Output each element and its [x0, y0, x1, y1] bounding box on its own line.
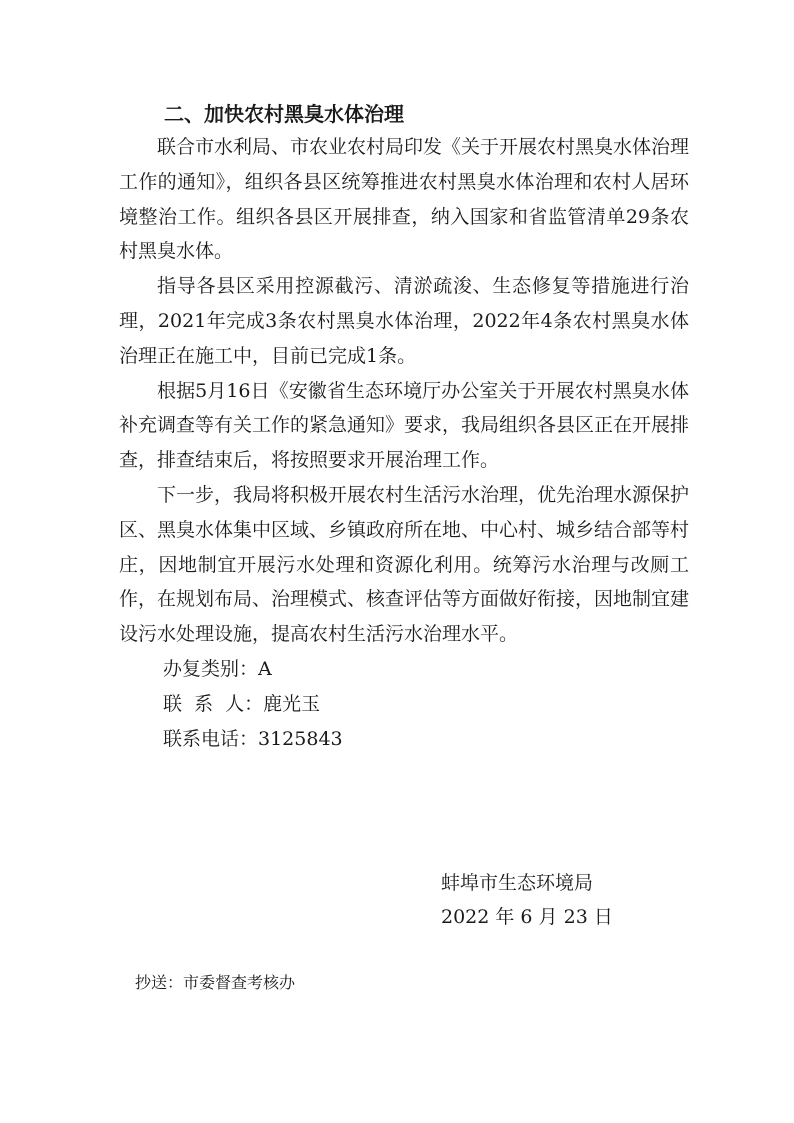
paragraph-measures: 指导各县区采用控源截污、清淤疏浚、生态修复等措施进行治理，2021年完成3条农村黑臭水体治理，2022年4条农村黑臭水体治理正在施工中，目前已完成1条。 [119, 275, 689, 367]
paragraph-notice: 联合市水利局、市农业农村局印发《关于开展农村黑臭水体治理工作的通知》，组织各县区统筹推进农村黑臭水体治理和农村人居环境整治工作。组织各县区开展排查，纳入国家和省监管清单29条农村黑臭水体。 [119, 136, 690, 263]
cc-line: 抄送：市委督查考核办 [135, 973, 296, 992]
document-body [119, 130, 689, 756]
contact-person: 联 系 人：鹿光玉 [163, 692, 321, 715]
paragraph-investigation: 根据5月16日《安徽省生态环境厅办公室关于开展农村黑臭水体补充调查等有关工作的紧急通知》要求，我局组织各县区正在开展排查，排查结束后，将按照要求开展治理工作。 [119, 379, 690, 472]
contact-phone: 联系电话：3125843 [163, 727, 343, 750]
signature-date: 2022 年 6 月 23 日 [441, 906, 613, 928]
section-heading: 二、加快农村黑臭水体治理 [164, 102, 404, 126]
reply-category: 办复类别：A [163, 657, 272, 680]
signature-organization: 蚌埠市生态环境局 [441, 872, 594, 894]
paragraph-next-step: 下一步，我局将积极开展农村生活污水治理，优先治理水源保护区、黑臭水体集中区域、乡镇政府所在地、中心村、城乡结合部等村庄，因地制宜开展污水处理和资源化利用。统筹污水治理与改厕工作，在规划布局、治理模式、核查评估等方面做好衔接，因地制宜建设污水处理设施，提高农村生活污水治理水平。 [119, 483, 690, 646]
